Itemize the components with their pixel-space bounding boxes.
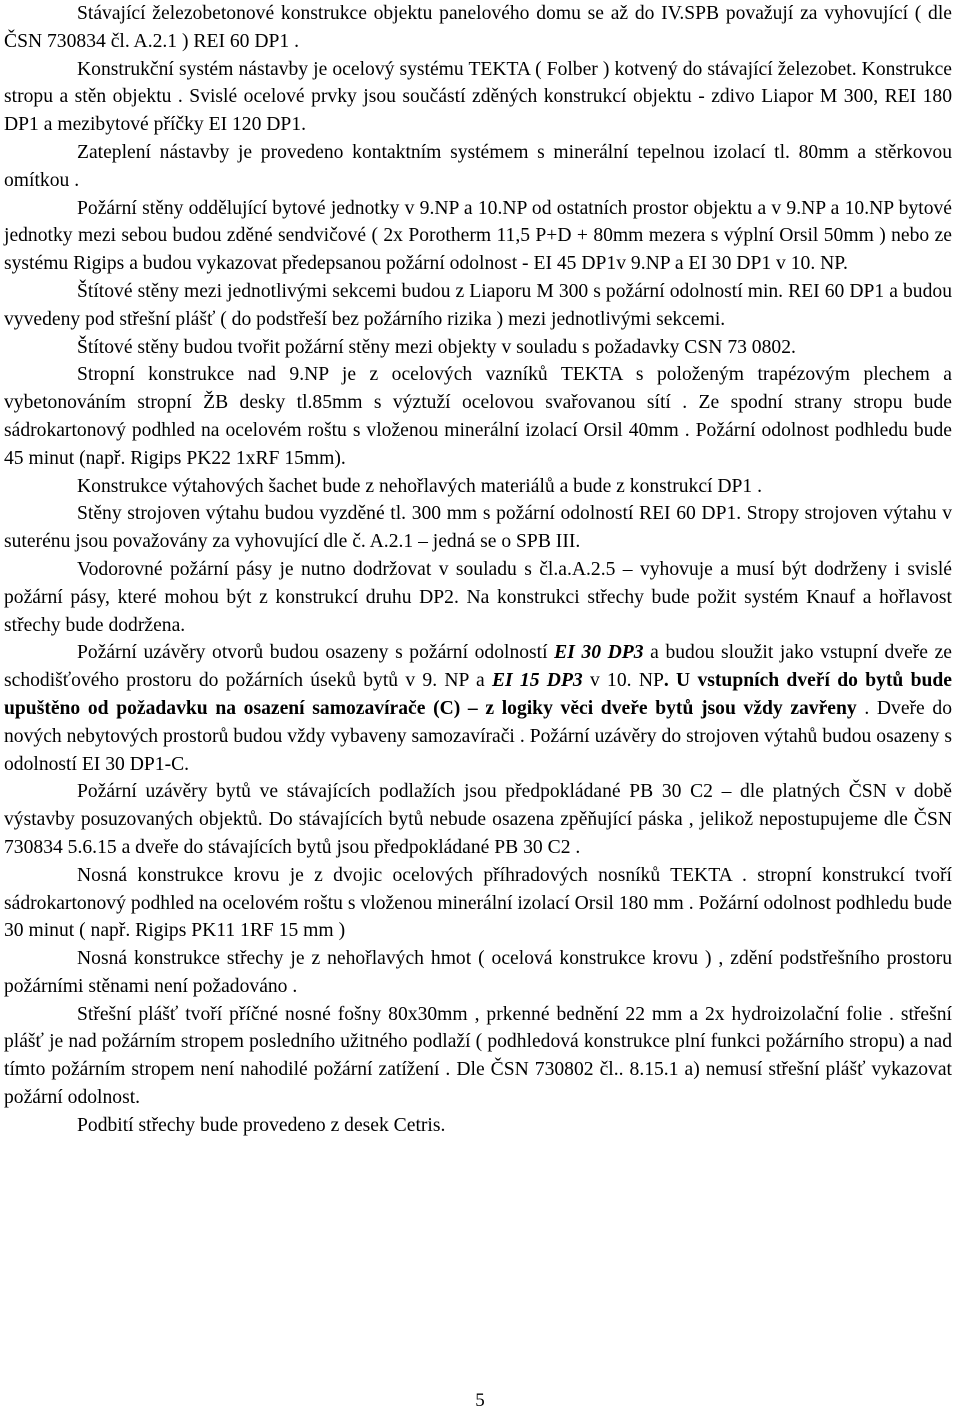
paragraph: Střešní plášť tvoří příčné nosné fošny 80x30mm , prkenné bednění 22 mm a 2x hydroizolační folie . střešní plášť je nad požárním stropem posledního užitného podlaží ( podhledová konstrukce plní funkci požárního stropu) a nad tímto požárním stropem není nahodilé požární zatížení . Dle ČSN 730802 čl.. 8.15.1 a) nemusí střešní plášť vykazovat požární odolnost.	[4, 1003, 952, 1109]
document-body	[4, 0, 952, 1140]
paragraph: Stěny strojoven výtahu budou vyzděné tl. 300 mm s požární odolností REI 60 DP1. Stropy strojoven výtahu v suterénu jsou považovány za vyhovující dle č. A.2.1 – jedná se o SPB III.	[4, 503, 952, 553]
paragraph: Štítové stěny mezi jednotlivými sekcemi budou z Liaporu M 300 s požární odolností min. REI 60 DP1 a budou vyvedeny pod střešní plášť ( do podstřeší bez požárního rizika ) mezi jednotlivými sekcemi.	[4, 280, 952, 330]
page-number: 5	[475, 1390, 485, 1411]
paragraph: Štítové stěny budou tvořit požární stěny mezi objekty v souladu s požadavky CSN 73 0802.	[77, 336, 796, 358]
paragraph: Nosná konstrukce střechy je z nehořlavých hmot ( ocelová konstrukce krovu ) , zdění podstřešního prostoru požárními stěnami není požadováno .	[4, 948, 952, 997]
paragraph: Požární uzávěry otvorů budou osazeny s požární odolností EI 30 DP3 a budou sloužit jako vstupní dveře ze schodišťového prostoru do požárních úseků bytů v 9. NP a EI 15 DP3 v 10. NP. U vstupních dveří do bytů bude upuštěno od požadavku na osazení samozavírače (C) – z logiky věci dveře bytů jsou vždy zavřeny . Dveře do nových nebytových prostorů budou vždy vybaveny samozavírači . Požární uzávěry do strojoven výtahů budou osazeny s odolností EI 30 DP1-C.	[4, 642, 952, 775]
paragraph: Konstrukce výtahových šachet bude z nehořlavých materiálů a bude z konstrukcí DP1 .	[77, 475, 763, 497]
paragraph: Požární uzávěry bytů ve stávajících podlažích jsou předpokládané PB 30 C2 – dle platných ČSN v době výstavby posuzovaných objektů. Do stávajících bytů nebude osazena zpěňující páska , jelikož nepostupujeme dle ČSN 730834 5.6.15 a dveře do stávajících bytů jsou předpokládané PB 30 C2 .	[4, 781, 952, 858]
paragraph: Stropní konstrukce nad 9.NP je z ocelových vazníků TEKTA s položeným trapézovým plechem a vybetonováním stropní ŽB desky tl.85mm s výztuží ocelovou svařovanou sítí . Ze spodní strany stropu bude sádrokartonový podhled na ocelovém roštu s vloženou minerální izolací Orsil 40mm . Požární odolnost podhledu bude 45 minut (např. Rigips PK22 1xRF 15mm).	[4, 364, 952, 469]
emphasis-text: EI 15 DP3	[491, 670, 583, 692]
paragraph: Zateplení nástavby je provedeno kontaktním systémem s minerální tepelnou izolací tl. 80mm a stěrkovou omítkou .	[4, 141, 952, 191]
paragraph: Konstrukční systém nástavby je ocelový systému TEKTA ( Folber ) kotvený do stávající železobet. Konstrukce stropu a stěn objektu . Svislé ocelové prvky jsou součástí zděných konstrukcí objektu - zdivo Liapor M 300, REI 180 DP1 a mezibytové příčky EI 120 DP1.	[4, 58, 952, 136]
paragraph: Vodorovné požární pásy je nutno dodržovat v souladu s čl.a.A.2.5 – vyhovuje a musí být dodrženy i svislé požární pásy, které mohou být z konstrukcí druhu DP2. Na konstrukci střechy bude požit systém Knauf a hořlavost střechy bude dodržena.	[4, 558, 952, 636]
paragraph: Podbití střechy bude provedeno z desek Cetris.	[77, 1114, 446, 1136]
bold-text: . U vstupních dveří do bytů bude upuštěno od požadavku na osazení samozavírače (C) – z logiky věci dveře bytů jsou vždy zavřeny	[4, 670, 952, 719]
paragraph: Požární stěny oddělující bytové jednotky v 9.NP a 10.NP od ostatních prostor objektu a v 9.NP a 10.NP bytové jednotky mezi sebou budou zděné sendvičové ( 2x Porotherm 11,5 P+D + 80mm mezera s výplní Orsil 50mm ) nebo ze systému Rigips a budou vykazovat předepsanou požární odolnost - EI 45 DP1v 9.NP a EI 30 DP1 v 10. NP.	[4, 197, 952, 275]
paragraph: Stávající železobetonové konstrukce objektu panelového domu se až do IV.SPB považují za vyhovující ( dle ČSN 730834 čl. A.2.1 ) REI 60 DP1 .	[4, 3, 952, 52]
emphasis-text: EI 30 DP3	[554, 642, 644, 664]
paragraph: Nosná konstrukce krovu je z dvojic ocelových příhradových nosníků TEKTA . stropní konstrukcí tvoří sádrokartonový podhled na ocelovém roštu s vloženou minerální izolací Orsil 180 mm . Požární odolnost podhledu bude 30 minut ( např. Rigips PK11 1RF 15 mm )	[4, 864, 952, 942]
